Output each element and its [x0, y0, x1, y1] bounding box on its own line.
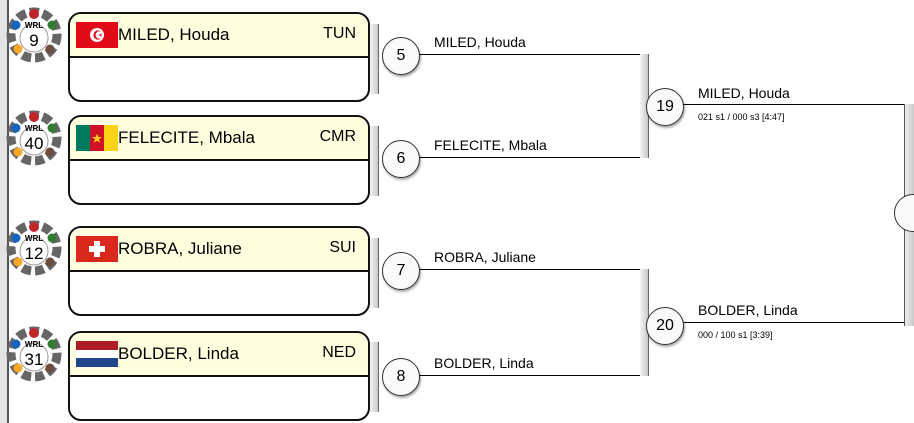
seed-number: 9 [29, 31, 39, 50]
wrl-seed-badge [6, 326, 62, 382]
athlete-row [70, 117, 368, 161]
athlete-country: CMR [319, 128, 356, 145]
athlete-card[interactable] [68, 331, 370, 421]
match-number[interactable]: 5 [382, 37, 420, 75]
winner-name: MILED, Houda [698, 85, 790, 101]
athlete-name: FELECITE, Mbala [118, 128, 255, 147]
match-score: 021 s1 / 000 s3 [4:47] [698, 112, 785, 122]
bracket-line [418, 157, 640, 158]
bracket-connector [370, 238, 379, 308]
match-number[interactable]: 8 [382, 358, 420, 396]
wrl-label: WRL [24, 340, 44, 349]
athlete-name: ROBRA, Juliane [118, 239, 242, 258]
cmr-flag-icon [76, 125, 118, 151]
athlete-row [70, 228, 368, 272]
seed-number: 12 [24, 244, 44, 263]
wrl-seed-badge [6, 7, 62, 63]
wrl-label: WRL [24, 21, 44, 30]
athlete-country: SUI [329, 239, 356, 256]
athlete-row [70, 14, 368, 58]
bracket-line [418, 54, 640, 55]
winner-name: MILED, Houda [434, 34, 526, 50]
wrl-label: WRL [24, 124, 44, 133]
sui-flag-icon [76, 236, 118, 262]
seed-number: 40 [24, 134, 44, 153]
match-score: 000 / 100 s1 [3:39] [698, 330, 773, 340]
athlete-row [70, 333, 368, 377]
match-number[interactable]: 7 [382, 252, 420, 290]
winner-name: BOLDER, Linda [698, 302, 798, 318]
match-number[interactable]: 19 [646, 88, 684, 126]
athlete-card[interactable] [68, 12, 370, 102]
athlete-country: TUN [323, 25, 356, 42]
bracket-line [418, 375, 640, 376]
match-number[interactable]: 20 [646, 307, 684, 345]
bracket-connector [370, 24, 379, 94]
athlete-card[interactable] [68, 115, 370, 205]
bracket-line [680, 104, 906, 105]
athlete-card[interactable] [68, 226, 370, 316]
athlete-country: NED [322, 344, 356, 361]
bracket-line [680, 322, 906, 323]
wrl-label: WRL [24, 234, 44, 243]
seed-number: 31 [24, 350, 44, 369]
tun-flag-icon [76, 22, 118, 48]
winner-name: FELECITE, Mbala [434, 137, 547, 153]
match-number[interactable] [894, 194, 914, 232]
bracket-connector [370, 342, 379, 412]
match-number[interactable]: 6 [382, 140, 420, 178]
athlete-name: BOLDER, Linda [118, 344, 239, 363]
wrl-seed-badge [6, 110, 62, 166]
ned-flag-icon [76, 341, 118, 367]
winner-name: ROBRA, Juliane [434, 249, 536, 265]
winner-name: BOLDER, Linda [434, 355, 534, 371]
wrl-seed-badge [6, 220, 62, 276]
bracket-connector [370, 126, 379, 196]
athlete-name: MILED, Houda [118, 25, 230, 44]
bracket-line [418, 269, 640, 270]
